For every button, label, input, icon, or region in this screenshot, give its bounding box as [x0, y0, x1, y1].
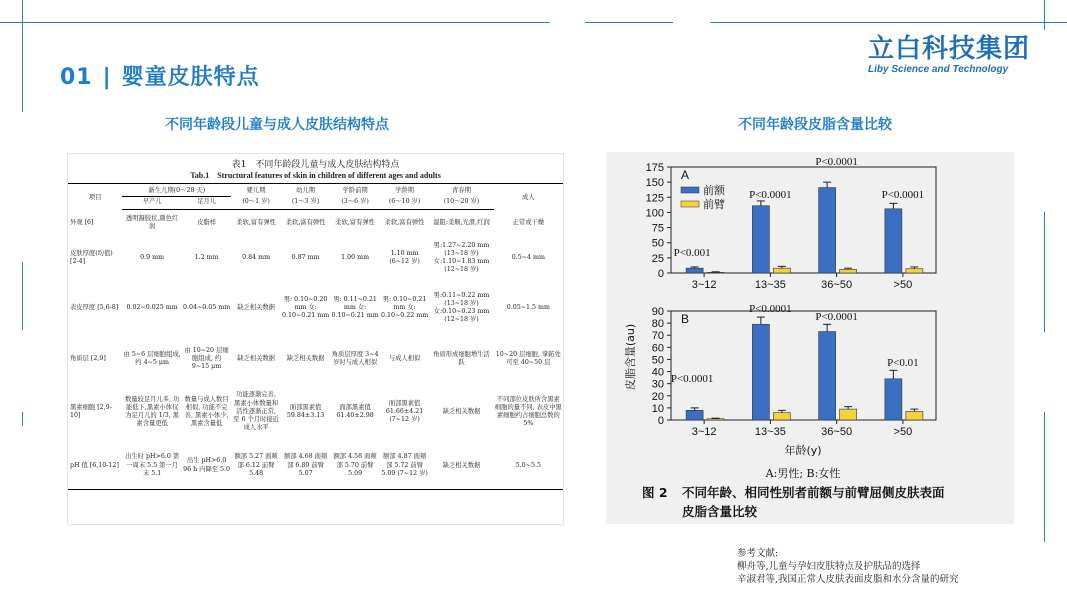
- x-tick-label: >50: [893, 426, 913, 438]
- y-tick-label: 175: [645, 162, 664, 174]
- figure-caption-line2: 皮脂含量比较: [682, 504, 758, 519]
- table-cell: 皮脂样: [197, 219, 217, 226]
- frame-line-right-top: [1044, 0, 1045, 30]
- sebum-chart-figure: [606, 152, 1014, 524]
- y-tick-label: 10: [651, 402, 664, 415]
- subheader-fullterm: 足月儿: [182, 197, 232, 210]
- table-cell: 1.10 mm (6~12 岁): [389, 249, 420, 265]
- table-row: [68, 236, 563, 280]
- table-row-label: 外观 [6]: [70, 218, 94, 226]
- table-caption-cn: 表1 不同年龄段儿童与成人皮肤结构特点: [231, 160, 400, 170]
- figure-caption-prefix: 图 2: [642, 485, 668, 500]
- subheader-infant-age: (0～1 岁): [231, 197, 281, 210]
- p-value-annotation: P<0.0001: [749, 303, 792, 315]
- bar-forearm: [773, 413, 790, 420]
- table-cell: 角质形成细胞增生活跃: [433, 350, 490, 366]
- bar-forehead: [686, 268, 703, 273]
- table-cell: 缺乏相关数据: [429, 442, 493, 490]
- skin-structure-table: [68, 183, 563, 490]
- table-cell: 男: 0.10~0.20 mm 女: 0.10~0.21 mm: [281, 295, 330, 319]
- table-row-label: 皮肤厚度(均值) [2-4]: [70, 249, 113, 265]
- table-cell: 缺乏相关数据: [286, 354, 325, 362]
- table-row: [68, 442, 563, 490]
- y-tick-label: 0: [657, 415, 664, 427]
- x-tick-label: >50: [893, 279, 913, 291]
- p-value-annotation: P<0.0001: [749, 189, 792, 201]
- header-adult: 成人: [494, 184, 563, 210]
- header-school: 学龄期: [380, 184, 430, 197]
- frame-line-right-bottom: [1044, 412, 1045, 542]
- x-tick-label: 3~12: [691, 279, 717, 291]
- page-title: [60, 60, 260, 91]
- x-tick-label: 3~12: [691, 426, 717, 438]
- p-value-annotation: P<0.0001: [670, 373, 714, 385]
- subheader-adolescent-age: (10～20 岁): [429, 197, 493, 210]
- reference-item: 辛淑君等,我国正常人皮肤表面皮脂和水分含量的研究: [737, 574, 959, 585]
- subheader-school-age: (6～10 岁): [380, 197, 430, 210]
- table-cell: 出生时 pH>6.0 第一周末 5.5 第一月末 5.1: [122, 442, 181, 490]
- table-caption-en: Tab.1 Structural features of skin in children of different ages and adults: [190, 171, 441, 180]
- table-cell: 额部 4.87 面颊部 5.72 前臂 5.09 (7~12 岁): [380, 442, 430, 490]
- frame-line-top-left: [0, 22, 550, 23]
- bar-forearm: [707, 419, 724, 420]
- reference-item: 柳舟等,儿童与孕妇皮肤特点及护肤品的选择: [737, 561, 921, 572]
- bar-forehead: [819, 332, 836, 420]
- x-tick-label: 13~35: [754, 426, 786, 438]
- bar-forearm: [840, 409, 857, 420]
- bar-forehead: [686, 410, 703, 420]
- table-cell: 额部 4.58 面颊部 5.70 前臂 5.09: [330, 442, 380, 490]
- x-tick-label: 13~35: [754, 279, 786, 291]
- table-cell: 柔软,富有弹性: [285, 219, 326, 226]
- x-axis-title: 年龄(y): [784, 444, 822, 457]
- table-cell: 数量较足月儿多, 功能低下,黑素小体仅为足月儿的 1/3, 黑素含量更低: [124, 395, 180, 428]
- section-number: 01: [60, 65, 93, 90]
- table-cell: 0.02~0.025 mm: [126, 303, 178, 311]
- x-tick-label: 36~50: [821, 279, 853, 291]
- header-newborn: 新生儿期(0～28 天): [122, 184, 231, 197]
- y-tick-label: 20: [651, 390, 664, 403]
- legend-label: 前臂: [703, 198, 725, 211]
- table-cell: 缺乏相关数据: [237, 354, 275, 362]
- bar-forearm: [840, 269, 857, 273]
- p-value-annotation: P<0.001: [673, 247, 711, 259]
- legend-swatch: [681, 187, 699, 193]
- table-cell: 数量与成人数目相似, 功能不完善, 黑素小体少, 黑素含量低: [184, 395, 229, 428]
- p-value-annotation: P<0.0001: [881, 189, 925, 201]
- table-cell: 出生 pH>6.0 96 h 内降至 5.0: [182, 442, 232, 490]
- skin-structure-table-image: [67, 153, 564, 525]
- p-value-annotation: P<0.01: [887, 357, 919, 369]
- right-section-title: 不同年龄段皮脂含量比较: [738, 117, 892, 133]
- references: [737, 547, 959, 586]
- y-tick-label: 150: [645, 177, 664, 190]
- title-separator: |: [102, 65, 112, 90]
- table-cell: 0.04~0.05 mm: [182, 303, 231, 311]
- p-value-annotation: P<0.0001: [815, 156, 858, 168]
- table-cell: 0.5~4 mm: [511, 253, 545, 261]
- section-title-text: 婴童皮肤特点: [121, 65, 260, 90]
- table-cell: 5.0~5.5: [494, 442, 563, 490]
- table-cell: 0.87 mm: [291, 253, 320, 261]
- table-cell: 男: 0.11~0.21 mm 女: 0.10~0.21 mm: [331, 295, 379, 319]
- table-cell: 面部黑素值 59.84±3.13: [286, 403, 325, 419]
- table-row-label: pH 值 [6,10-12]: [68, 442, 122, 490]
- frame-line-left-top: [22, 0, 23, 112]
- frame-line-left-bottom: [22, 412, 23, 426]
- y-tick-label: 40: [651, 366, 664, 379]
- frame-line-top-right: [710, 22, 1067, 23]
- frame-line-top-mid: [585, 22, 673, 23]
- table-cell: 男: 0.10~0.21 mm 女: 0.10~0.22 mm: [380, 295, 429, 319]
- y-tick-label: 0: [657, 268, 664, 280]
- table-cell: 正常或干燥: [512, 218, 545, 226]
- frame-line-left-mid: [22, 262, 23, 330]
- table-cell: 0.05~1.5 mm: [506, 303, 550, 311]
- table-cell: 10~20 层细胞, 掌跖处可至 40~50 层: [495, 350, 561, 366]
- table-row: [68, 210, 563, 236]
- table-cell: 透明凝胶状,颜色红润: [125, 214, 179, 231]
- bar-forearm: [773, 268, 790, 273]
- y-tick-label: 60: [651, 342, 664, 355]
- p-value-annotation: P<0.0001: [815, 311, 858, 323]
- table-cell: 0.9 mm: [140, 253, 165, 261]
- table-cell: 缺乏相关数据: [237, 303, 275, 311]
- y-tick-label: 125: [645, 192, 664, 205]
- table-cell: 1.00 mm: [341, 253, 370, 261]
- table-row-label: 角质层 [2,9]: [70, 354, 106, 362]
- y-tick-label: 50: [651, 354, 664, 367]
- bar-forearm: [906, 269, 923, 273]
- y-tick-label: 50: [651, 237, 664, 250]
- y-tick-label: 100: [645, 207, 664, 220]
- y-tick-label: 80: [651, 318, 664, 331]
- bar-forehead: [885, 209, 902, 273]
- header-infant: 婴儿期: [231, 184, 281, 197]
- company-logo: [868, 34, 1030, 76]
- table-cell: 湿阻:柔顺,光滑,红润: [433, 219, 490, 226]
- bar-forearm: [906, 412, 923, 420]
- bar-forehead: [752, 206, 769, 273]
- header-item: 项目: [68, 184, 122, 210]
- bar-forehead: [819, 188, 836, 273]
- figure-footnote: A:男性; B:女性: [765, 467, 841, 480]
- table-cell: 额部 5.27 面颊部 6.12 前臂 5.48: [231, 442, 281, 490]
- bar-forehead: [752, 324, 769, 420]
- table-cell: 额部 4.68 面颊部 6.80 前臂 5.07: [281, 442, 331, 490]
- frame-line-right-mid: [1044, 212, 1045, 332]
- left-section-title: 不同年龄段儿童与成人皮肤结构特点: [165, 117, 389, 133]
- table-cell: 缺乏相关数据: [442, 407, 481, 415]
- header-toddler: 幼儿期: [281, 184, 331, 197]
- table-cell: 不同部位皮肤所含黑素细胞的量不同, 表皮中黑素细胞约占细胞总数的 5%: [494, 395, 562, 428]
- table-cell: 面部黑素值 61.40±2.98: [336, 403, 374, 419]
- table-cell: 功能逐渐完善, 黑素小体数量和活性逐渐正常, 至 6 个月时接近成人水平: [233, 391, 279, 432]
- references-label: 参考文献:: [737, 548, 779, 559]
- y-tick-label: 90: [651, 306, 664, 318]
- table-row-label: 表皮厚度 [5,6-8]: [70, 303, 119, 311]
- bar-forehead: [885, 379, 902, 420]
- logo-english: Liby Science and Technology: [868, 64, 1009, 75]
- subheader-preterm: 早产儿: [122, 197, 181, 210]
- table-cell: 柔软,富有弹性: [384, 219, 425, 226]
- table-cell: 柔软,富有弹性: [236, 219, 276, 226]
- panel-label: A: [681, 168, 690, 182]
- y-tick-label: 30: [651, 378, 664, 391]
- table-cell: 由 10~20 层细胞组成, 约 9~15 μm: [184, 346, 229, 370]
- table-cell: 柔软,富有弹性: [335, 219, 375, 226]
- table-row: [68, 336, 563, 382]
- table-header-row: [68, 184, 563, 197]
- table-subheader-row: [68, 197, 563, 210]
- logo-chinese: 立白科技集团: [868, 34, 1031, 64]
- table-cell: 与成人相似: [388, 354, 421, 362]
- y-tick-label: 70: [651, 330, 664, 343]
- table-cell: 角质层厚度 3~4 岁时与成人相似: [331, 350, 379, 366]
- bar-forearm: [707, 272, 724, 273]
- legend-swatch: [681, 201, 699, 207]
- legend-label: 前额: [703, 184, 725, 197]
- x-tick-label: 36~50: [821, 426, 853, 438]
- y-tick-label: 25: [651, 252, 664, 265]
- table-cell: 男:1.27~2.20 mm (13~18 岁) 女:1.10~1.83 mm (12~18 岁): [433, 241, 490, 274]
- table-cell: 1.2 mm: [194, 253, 219, 261]
- table-row-label: 黑素细胞 [2,9-10]: [70, 403, 112, 419]
- header-adolescent: 青春期: [429, 184, 493, 197]
- table-cell: 由 5~6 层细胞组成, 约 4~5 μm: [123, 350, 181, 366]
- y-tick-label: 75: [651, 222, 664, 235]
- y-axis-title: 皮脂含量(au): [624, 323, 637, 391]
- header-preschool: 学龄前期: [330, 184, 380, 197]
- subheader-toddler-age: (1～3 岁): [281, 197, 331, 210]
- table-cell: 面部黑素值 61.66±4.21 (7~12 岁): [385, 399, 424, 423]
- sebum-chart: [606, 152, 1014, 524]
- figure-caption-line1: 不同年龄、相同性别者前额与前臂屈侧皮肤表面: [682, 485, 945, 500]
- table-cell: 男:0.11~0.22 mm (13~18 岁) 女:0.10~0.23 mm (12~18 岁): [433, 291, 490, 324]
- table-row: [68, 382, 563, 442]
- panel-label: B: [681, 312, 690, 326]
- table-row: [68, 280, 563, 336]
- table-cell: 0.84 mm: [242, 253, 271, 261]
- subheader-preschool-age: (3～6 岁): [330, 197, 380, 210]
